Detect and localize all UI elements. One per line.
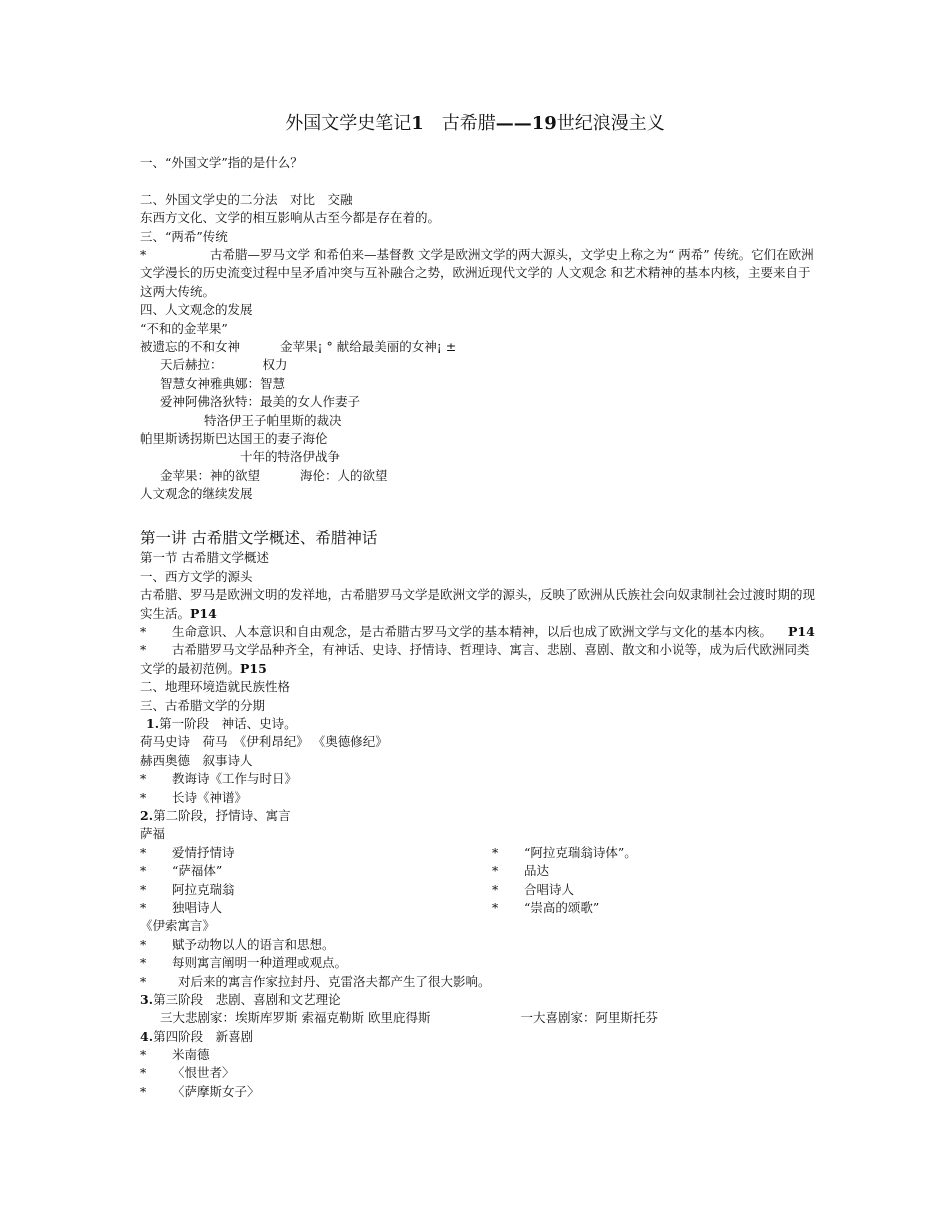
apple-line [140, 338, 820, 356]
period-1-title: 第一阶段 神话、史诗。 [159, 716, 297, 732]
aphrodite-line: 爱神阿佛洛狄特：最美的女人作妻子 [160, 394, 361, 410]
menander-item [140, 1046, 820, 1064]
homer-line: 荷马史诗 荷马 《伊利昂纪》 《奥德修纪》 [140, 734, 388, 750]
comedian: 一大喜剧家：阿里斯托芬 [520, 1010, 658, 1026]
tragedians: 三大悲剧家：埃斯库罗斯 索福克勒斯 欧里庇得斯 [160, 1010, 431, 1026]
period-1-number: 1. [146, 716, 160, 732]
bullet: * [140, 624, 147, 640]
hesiod-item [140, 789, 820, 807]
period-3-title: 第三阶段 悲剧、喜剧和文艺理论 [153, 991, 341, 1007]
para-2-ref: P14 [788, 624, 815, 640]
question-3: 三、“两希”传统 [140, 228, 228, 244]
subsection-2-heading: 二、地理环境造就民族性格 [140, 679, 291, 695]
list-item [492, 881, 820, 899]
subsection-1-para-1 [140, 586, 820, 623]
bullet: * [492, 881, 499, 897]
menander-work: 〈萨摩斯女子〉 [172, 1083, 260, 1099]
bullet: * [140, 1047, 147, 1063]
title-number: 1 [411, 113, 424, 134]
paris-line: 特洛伊王子帕里斯的裁决 [204, 412, 342, 428]
bullet: * [492, 899, 499, 915]
dramatists-line [140, 1009, 820, 1027]
document-body [140, 154, 820, 1101]
period-4-heading [140, 1028, 820, 1046]
aesop-item-text: 每则寓言阐明一种道理或观点。 [172, 955, 348, 971]
list-item-text: 品达 [524, 863, 550, 879]
aesop-item [140, 954, 820, 972]
bullet: * [140, 789, 147, 805]
bullet: * [492, 844, 499, 860]
bullet: * [140, 955, 147, 971]
section-1-heading: 第一节 古希腊文学概述 [140, 550, 269, 566]
question-3-text: 古希腊—罗马文学 和希伯来—基督教 文学是欧洲文学的两大源头，文学史上称之为“ 两希” 传统。它们在欧洲文学漫长的历史流变过程中呈矛盾冲突与互补融合之势，欧洲近现代文学的 人文观念 和艺术精神的基本内核，主要来自于这两大传统。 [140, 246, 814, 299]
list-item [492, 899, 820, 917]
list-item [140, 899, 492, 917]
para-1-ref: P14 [190, 605, 217, 621]
list-item-text: 合唱诗人 [524, 881, 575, 897]
list-item-text: 独唱诗人 [172, 899, 223, 915]
subsection-3-heading: 三、古希腊文学的分期 [140, 697, 266, 713]
question-4: 四、人文观念的发展 [140, 302, 253, 318]
period-4-number: 4. [140, 1028, 154, 1044]
desire-humans: 海伦：人的欲望 [300, 467, 388, 483]
page-title [0, 112, 950, 136]
war-line: 十年的特洛伊战争 [240, 449, 341, 465]
hesiod-line: 赫西奥德 叙事诗人 [140, 752, 253, 768]
list-item-text: 阿拉克瑞翁 [172, 881, 235, 897]
bullet: * [140, 844, 147, 860]
list-item-text: “崇高的颂歌” [524, 899, 600, 915]
hera-label: 天后赫拉： [160, 357, 223, 373]
bullet: * [140, 642, 147, 658]
list-item [140, 881, 492, 899]
sappho-line: 萨福 [140, 826, 166, 842]
question-2-text: 东西方文化、文学的相互影响从古至今都是存在着的。 [140, 210, 441, 226]
desire-gods: 金苹果：神的欲望 [160, 467, 261, 483]
poets-columns [140, 844, 820, 918]
question-3-paragraph [140, 246, 820, 301]
hera-value: 权力 [262, 357, 288, 373]
apple-title: “不和的金苹果” [140, 320, 228, 336]
athena-line: 智慧女神雅典娜：智慧 [160, 375, 286, 391]
title-dash: ——19 [495, 113, 557, 134]
hesiod-item [140, 770, 820, 788]
list-item [140, 862, 492, 880]
question-2: 二、外国文学史的二分法 对比 交融 [140, 191, 353, 207]
poets-right-column [492, 844, 820, 918]
aesop-line: 《伊索寓言》 [140, 918, 216, 934]
continue-line: 人文观念的继续发展 [140, 486, 253, 502]
para-2-text: 生命意识、人本意识和自由观念，是古希腊古罗马文学的基本精神，以后也成了欧洲文学与文化的基本内核。 [172, 624, 773, 640]
aesop-item-text: 赋予动物以人的语言和思想。 [172, 936, 335, 952]
menander-text: 米南德 [172, 1047, 210, 1063]
menander-work: 〈恨世者〉 [172, 1065, 235, 1081]
aesop-item [140, 936, 820, 954]
desire-line [140, 467, 820, 485]
period-3-heading [140, 991, 820, 1009]
para-3-ref: P15 [240, 660, 267, 676]
hesiod-item-text: 教诲诗《工作与时日》 [172, 771, 298, 787]
lecture-heading: 第一讲 古希腊文学概述、希腊神话 [140, 529, 378, 548]
period-2-heading [140, 807, 820, 825]
menander-item [140, 1064, 820, 1082]
period-1-heading [140, 715, 820, 733]
bullet: * [140, 1065, 147, 1081]
aesop-item [140, 973, 820, 991]
hera-line [140, 356, 820, 374]
bullet: * [140, 973, 147, 989]
bullet: * [140, 771, 147, 787]
period-2-title: 第二阶段，抒情诗、寓言 [153, 808, 291, 824]
hesiod-item-text: 长诗《神谱》 [172, 789, 248, 805]
para-1-text: 古希腊、罗马是欧洲文明的发祥地，古希腊罗马文学是欧洲文学的源头，反映了欧洲从氏族社会向奴隶制社会过渡时期的现实生活。 [140, 587, 816, 621]
list-item [140, 844, 492, 862]
list-item [492, 844, 820, 862]
para-3-text: 古希腊罗马文学品种齐全，有神话、史诗、抒情诗、哲理诗、寓言、悲剧、喜剧、散文和小说等，成为后代欧洲同类文学的最初范例。 [140, 642, 810, 676]
list-item-text: 爱情抒情诗 [172, 844, 235, 860]
aesop-item-text: 对后来的寓言作家拉封丹、克雷洛夫都产生了很大影响。 [178, 973, 491, 989]
list-item-text: “萨福体” [172, 863, 223, 879]
title-suffix: 世纪浪漫主义 [556, 113, 665, 134]
period-2-number: 2. [140, 808, 154, 824]
apple-line-a: 被遗忘的不和女神 [140, 338, 241, 354]
bullet: * [492, 863, 499, 879]
period-3-number: 3. [140, 991, 154, 1007]
question-1: 一、“外国文学”指的是什么？ [140, 155, 303, 170]
title-prefix: 外国文学史笔记 [285, 113, 412, 134]
bullet: * [140, 881, 147, 897]
list-item [492, 862, 820, 880]
subsection-1-para-3 [140, 641, 820, 678]
bullet: * [140, 246, 147, 262]
bullet: * [140, 899, 147, 915]
subsection-1-heading: 一、西方文学的源头 [140, 568, 253, 584]
bullet: * [140, 936, 147, 952]
menander-item [140, 1083, 820, 1101]
poets-left-column [140, 844, 492, 918]
bullet: * [140, 1083, 147, 1099]
title-mid: 古希腊 [441, 113, 496, 134]
list-item-text: “阿拉克瑞翁诗体”。 [524, 844, 637, 860]
period-4-title: 第四阶段 新喜剧 [153, 1028, 254, 1044]
subsection-1-para-2 [140, 623, 820, 641]
bullet: * [140, 863, 147, 879]
helen-line: 帕里斯诱拐斯巴达国王的妻子海伦 [140, 430, 328, 446]
apple-line-b: 金苹果¡ ° 献给最美丽的女神¡ ± [280, 338, 457, 354]
